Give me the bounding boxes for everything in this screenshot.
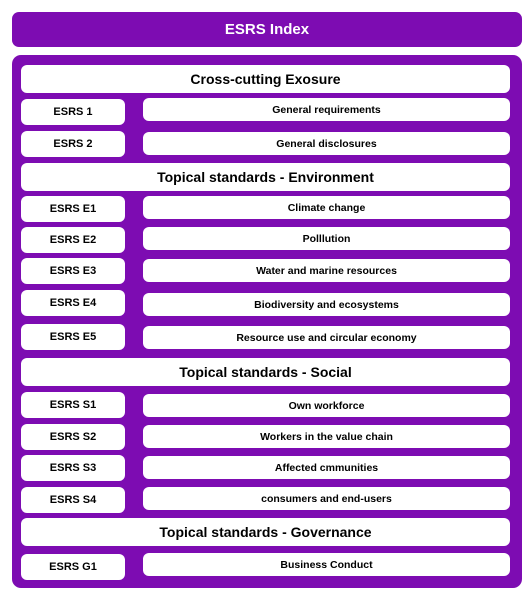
label-general-requirements: General requirements (143, 98, 510, 121)
code-esrs-g1: ESRS G1 (21, 554, 125, 580)
label-workers-value-chain: Workers in the value chain (143, 425, 510, 448)
code-esrs-s4: ESRS S4 (21, 487, 125, 513)
code-esrs-e4: ESRS E4 (21, 290, 125, 316)
label-affected-communities: Affected cmmunities (143, 456, 510, 479)
label-pollution: Polllution (143, 227, 510, 250)
code-esrs-e5: ESRS E5 (21, 324, 125, 350)
code-esrs-1: ESRS 1 (21, 99, 125, 125)
label-biodiversity-ecosystems: Biodiversity and ecosystems (143, 293, 510, 316)
label-climate-change: Climate change (143, 196, 510, 219)
code-esrs-s2: ESRS S2 (21, 424, 125, 450)
code-esrs-s1: ESRS S1 (21, 392, 125, 418)
index-title: ESRS Index (12, 12, 522, 47)
code-esrs-e1: ESRS E1 (21, 196, 125, 222)
label-water-marine-resources: Water and marine resources (143, 259, 510, 282)
label-own-workforce: Own workforce (143, 394, 510, 417)
code-esrs-2: ESRS 2 (21, 131, 125, 157)
label-business-conduct: Business Conduct (143, 553, 510, 576)
section-governance: Topical standards - Governance (21, 518, 510, 546)
label-general-disclosures: General disclosures (143, 132, 510, 155)
label-resource-use-circular-economy: Resource use and circular economy (143, 326, 510, 349)
section-cross-cutting: Cross-cutting Exosure (21, 65, 510, 93)
standards-panel (12, 55, 522, 588)
section-environment: Topical standards - Environment (21, 163, 510, 191)
code-esrs-e2: ESRS E2 (21, 227, 125, 253)
section-social: Topical standards - Social (21, 358, 510, 386)
code-esrs-e3: ESRS E3 (21, 258, 125, 284)
code-esrs-s3: ESRS S3 (21, 455, 125, 481)
label-consumers-end-users: consumers and end-users (143, 487, 510, 510)
